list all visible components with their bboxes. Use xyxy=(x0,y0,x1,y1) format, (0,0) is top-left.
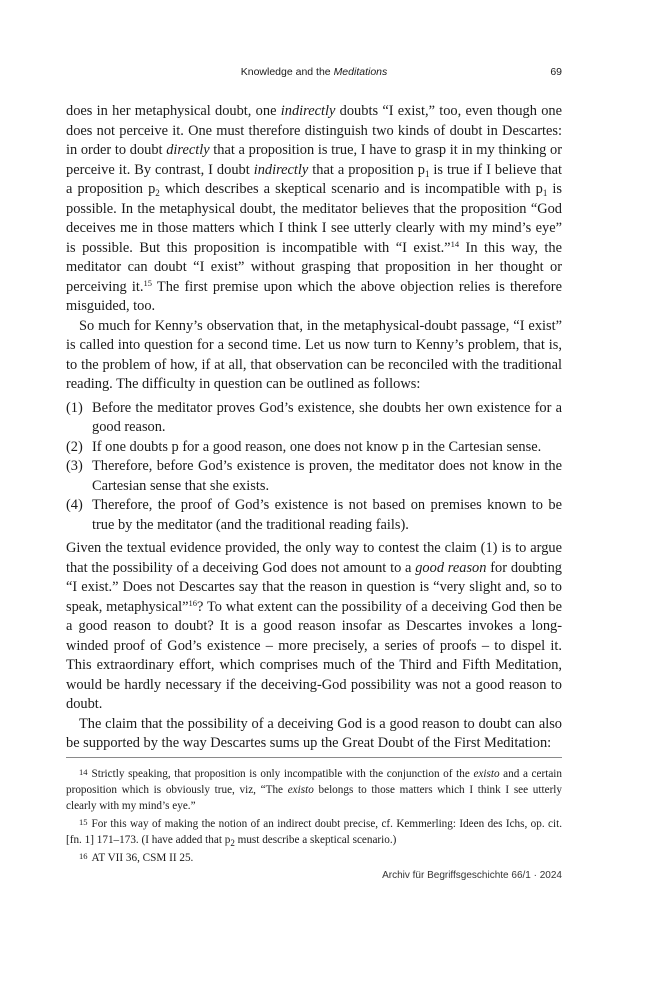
list-item: (2) If one doubts p for a good reason, one does not know p in the Cartesian sense. xyxy=(66,438,542,455)
paragraph-1: does in her metaphysical doubt, one indirectly doubts “I exist,” too, even though one does not perceive it. One must therefore distinguish two kinds of doubt in Descartes: in order to doubt directly that a proposition is true, I have to grasp it in my thinking or perceive it. By contrast, I doubt indirectly that a proposition $p_1$ is true if I believe that a proposition $p_2$ which describes a skeptical scenario and is incompatible with $p_1$ is possible. In the metaphysical doubt, the meditator believes that the proposition “God deceives me in those matters which I think I see utterly clearly with my mind’s eye” is possible. But this proposition is incompatible with “I exist.”$^{14}$ In this way, the meditator can doubt “I exist” without grasping that proposition in her thought or perceiving it.$^{15}$ The first premise upon which the above objection relies is therefore misguided, too. xyxy=(66,103,563,314)
list-item: (4) Therefore, the proof of God’s existence is not based on premises known to be true by the meditator (and the traditional reading fails). xyxy=(66,497,562,533)
journal-footer: Archiv für Begriffsgeschichte 66/1 · 2024 xyxy=(382,870,562,881)
paragraph-2: So much for Kenny’s observation that, in the metaphysical-doubt passage, “I exist” is called into question for a second time. Let us now turn to Kenny’s problem, that is, to the problem of how, if at all, that observation can be reconciled with the traditional reading. The difficulty in question can be outlined as follows: xyxy=(66,317,562,392)
list-item: (3) Therefore, before God’s existence is proven, the meditator does not know in the Cartesian sense that she exists. xyxy=(66,458,562,494)
paragraph-3: Given the textual evidence provided, the only way to contest the claim (1) is to argue that the possibility of a deceiving God does not amount to a good reason for doubting “I exist.” Does not Descartes say that the reason in question is “very slight and, so to speak, metaphysical”$^{16}$? To what extent can the possibility of a deceiving God then be a good reason to doubt? It is a good reason insofar as Descartes invokes a long-winded proof of God’s existence – more precisely, a series of proofs – to dispel it. This extraordinary effort, which comprises much of the Third and Fifth Meditation, would be hardly necessary if the deceiving-God possibility was not a good reason to doubt. xyxy=(66,540,562,712)
argument-list xyxy=(66,399,562,536)
paragraph-4: The claim that the possibility of a deceiving God is a good reason to doubt can also be supported by the way Descartes sums up the Great Doubt of the First Meditation: xyxy=(66,715,562,751)
footnote-15: 15 For this way of making the notion of an indirect doubt precise, cf. Kemmerling: Ideen des Ichs, op. cit. [fn. 1] 171–173. (I have added that $p_2$ must describe a skeptical scenario.) xyxy=(66,817,562,848)
footnote-16: 16 AT VII 36, CSM II 25. xyxy=(79,851,194,864)
list-item: (1) Before the meditator proves God’s existence, she doubts her own existence for a good reason. xyxy=(66,399,562,435)
main-text xyxy=(66,102,562,754)
footnotes xyxy=(66,764,562,866)
footnote-14: 14 Strictly speaking, that proposition is only incompatible with the conjunction of the existo and a certain proposition which is obviously true, viz, “The existo belongs to those matters which I think I see utterly clearly with my mind’s eye.” xyxy=(66,767,563,812)
running-title: Knowledge and the Meditations xyxy=(240,66,388,78)
page-number: 69 xyxy=(550,66,562,78)
footnote-ref-15: 15 xyxy=(143,277,153,288)
page xyxy=(66,0,562,985)
footnote-ref-14: 14 xyxy=(450,238,460,249)
footnote-ref-16: 16 xyxy=(188,597,197,608)
footnote-divider xyxy=(66,757,562,758)
running-header xyxy=(66,66,562,82)
